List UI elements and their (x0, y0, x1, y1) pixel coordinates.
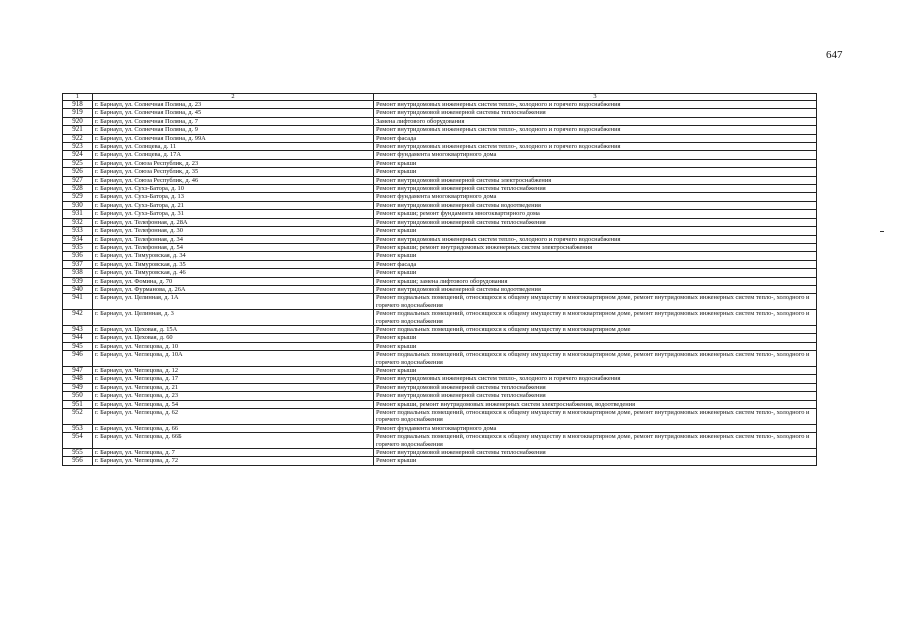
row-number: 927 (63, 176, 93, 184)
row-number: 954 (63, 433, 93, 449)
row-address: г. Барнаул, ул. Чеглецова, д. 54 (93, 400, 374, 408)
row-work-type: Ремонт подвальных помещений, относящихся к общему имуществу в многоквартирном доме, ремонт внутридомовых инженерных систем тепло-, холодного и горячего водоснабжения (374, 409, 817, 425)
row-address: г. Барнаул, ул. Солнечная Поляна, д. 23 (93, 101, 374, 109)
row-work-type: Ремонт внутридомовой инженерной системы теплоснабжения (374, 218, 817, 226)
row-work-type: Замена лифтового оборудования (374, 117, 817, 125)
table-row (63, 109, 817, 117)
table-row (63, 375, 817, 383)
table-row (63, 168, 817, 176)
row-address: г. Барнаул, ул. Фурманова, д. 26А (93, 285, 374, 293)
row-work-type: Ремонт внутридомовых инженерных систем тепло-, холодного и горячего водоснабжения (374, 101, 817, 109)
row-number: 945 (63, 342, 93, 350)
row-address: г. Барнаул, ул. Чеглецова, д. 66 (93, 424, 374, 432)
row-address: г. Барнаул, ул. Сухэ-Батора, д. 13 (93, 193, 374, 201)
table-row (63, 367, 817, 375)
row-work-type: Ремонт внутридомовой инженерной системы теплоснабжения (374, 392, 817, 400)
row-address: г. Барнаул, ул. Целинная, д. 3 (93, 310, 374, 326)
row-address: г. Барнаул, ул. Целинная, д. 1А (93, 294, 374, 310)
row-number: 949 (63, 383, 93, 391)
table-row (63, 101, 817, 109)
row-work-type: Ремонт крыши (374, 227, 817, 235)
row-address: г. Барнаул, ул. Чеглецова, д. 72 (93, 457, 374, 465)
row-work-type: Ремонт внутридомовой инженерной системы теплоснабжения (374, 185, 817, 193)
table-row (63, 383, 817, 391)
row-work-type: Ремонт подвальных помещений, относящихся к общему имуществу в многоквартирном доме, ремонт внутридомовых инженерных систем тепло-, холодного и горячего водоснабжения (374, 294, 817, 310)
row-number: 950 (63, 392, 93, 400)
row-number: 930 (63, 201, 93, 209)
row-address: г. Барнаул, ул. Чеглецова, д. 17 (93, 375, 374, 383)
row-address: г. Барнаул, ул. Солнечная Поляна, д. 9 (93, 126, 374, 134)
row-number: 923 (63, 143, 93, 151)
row-address: г. Барнаул, ул. Союза Республик, д. 35 (93, 168, 374, 176)
table-row (63, 126, 817, 134)
table-row (63, 201, 817, 209)
row-number: 935 (63, 243, 93, 251)
header-col-3: 3 (374, 94, 817, 101)
row-number: 922 (63, 134, 93, 142)
row-number: 951 (63, 400, 93, 408)
table-row (63, 409, 817, 425)
row-address: г. Барнаул, ул. Телефонная, д. 28А (93, 218, 374, 226)
row-number: 928 (63, 185, 93, 193)
row-work-type: Ремонт внутридомовых инженерных систем тепло-, холодного и горячего водоснабжения (374, 235, 817, 243)
table-row (63, 143, 817, 151)
row-number: 938 (63, 269, 93, 277)
table-row (63, 351, 817, 367)
table-row (63, 117, 817, 125)
row-work-type: Ремонт фасада (374, 260, 817, 268)
row-work-type: Ремонт крыши (374, 159, 817, 167)
row-address: г. Барнаул, ул. Чеглецова, д. 12 (93, 367, 374, 375)
table-row (63, 235, 817, 243)
row-address: г. Барнаул, ул. Чеглецова, д. 66Б (93, 433, 374, 449)
row-address: г. Барнаул, ул. Телефонная, д. 30 (93, 227, 374, 235)
row-number: 936 (63, 252, 93, 260)
row-address: г. Барнаул, ул. Тимуровская, д. 46 (93, 269, 374, 277)
row-number: 919 (63, 109, 93, 117)
row-work-type: Ремонт внутридомовой инженерной системы теплоснабжения (374, 383, 817, 391)
row-address: г. Барнаул, ул. Солнцева, д. 11 (93, 143, 374, 151)
row-number: 942 (63, 310, 93, 326)
row-address: г. Барнаул, ул. Чеглецова, д. 10А (93, 351, 374, 367)
row-address: г. Барнаул, ул. Телефонная, д. 54 (93, 243, 374, 251)
row-number: 940 (63, 285, 93, 293)
row-work-type: Ремонт подвальных помещений, относящихся к общему имуществу в многоквартирном доме, ремонт внутридомовых инженерных систем тепло-, холодного и горячего водоснабжения (374, 310, 817, 326)
row-work-type: Ремонт внутридомовой инженерной системы теплоснабжения (374, 109, 817, 117)
row-work-type: Ремонт фундамента многоквартирного дома (374, 151, 817, 159)
row-work-type: Ремонт внутридомовых инженерных систем тепло-, холодного и горячего водоснабжения (374, 143, 817, 151)
table-row (63, 294, 817, 310)
row-number: 955 (63, 449, 93, 457)
row-number: 937 (63, 260, 93, 268)
table-row (63, 285, 817, 293)
row-work-type: Ремонт крыши (374, 252, 817, 260)
table-row (63, 334, 817, 342)
row-number: 933 (63, 227, 93, 235)
row-number: 939 (63, 277, 93, 285)
row-work-type: Ремонт внутридомовых инженерных систем тепло-, холодного и горячего водоснабжения (374, 375, 817, 383)
table-row (63, 218, 817, 226)
row-address: г. Барнаул, ул. Телефонная, д. 34 (93, 235, 374, 243)
row-number: 924 (63, 151, 93, 159)
row-address: г. Барнаул, ул. Тимуровская, д. 34 (93, 252, 374, 260)
table-row (63, 227, 817, 235)
row-work-type: Ремонт фундамента многоквартирного дома (374, 424, 817, 432)
row-address: г. Барнаул, ул. Солнцева, д. 17А (93, 151, 374, 159)
row-address: г. Барнаул, ул. Фомина, д. 70 (93, 277, 374, 285)
table-row (63, 342, 817, 350)
row-address: г. Барнаул, ул. Чеглецова, д. 21 (93, 383, 374, 391)
row-work-type: Ремонт крыши (374, 342, 817, 350)
table-row (63, 325, 817, 333)
row-address: г. Барнаул, ул. Союза Республик, д. 23 (93, 159, 374, 167)
header-col-2: 2 (93, 94, 374, 101)
table-body (63, 101, 817, 466)
table-row (63, 457, 817, 465)
row-number: 920 (63, 117, 93, 125)
table-row (63, 243, 817, 251)
header-col-1: 1 (63, 94, 93, 101)
row-number: 926 (63, 168, 93, 176)
margin-mark (880, 231, 884, 232)
row-number: 932 (63, 218, 93, 226)
row-number: 946 (63, 351, 93, 367)
row-address: г. Барнаул, ул. Солнечная Поляна, д. 45 (93, 109, 374, 117)
table-row (63, 277, 817, 285)
table-row (63, 269, 817, 277)
row-work-type: Ремонт крыши; ремонт фундамента многоквартирного дома (374, 210, 817, 218)
table-row (63, 392, 817, 400)
row-work-type: Ремонт подвальных помещений, относящихся к общему имуществу в многоквартирном доме (374, 325, 817, 333)
page-number: 647 (826, 49, 843, 61)
table-row (63, 185, 817, 193)
row-work-type: Ремонт фасада (374, 134, 817, 142)
table-row (63, 176, 817, 184)
row-number: 944 (63, 334, 93, 342)
row-address: г. Барнаул, ул. Союза Республик, д. 46 (93, 176, 374, 184)
table-row (63, 310, 817, 326)
row-address: г. Барнаул, ул. Чеглецова, д. 7 (93, 449, 374, 457)
row-address: г. Барнаул, ул. Чеглецова, д. 62 (93, 409, 374, 425)
row-work-type: Ремонт крыши (374, 334, 817, 342)
row-address: г. Барнаул, ул. Сухэ-Батора, д. 31 (93, 210, 374, 218)
row-work-type: Ремонт крыши; замена лифтового оборудования (374, 277, 817, 285)
table-row (63, 449, 817, 457)
repair-registry-table (62, 93, 817, 466)
row-number: 956 (63, 457, 93, 465)
row-work-type: Ремонт крыши (374, 168, 817, 176)
row-address: г. Барнаул, ул. Чеглецова, д. 10 (93, 342, 374, 350)
row-work-type: Ремонт крыши; ремонт внутридомовых инженерных систем электроснабжения (374, 243, 817, 251)
row-address: г. Барнаул, ул. Солнечная Поляна, д. 7 (93, 117, 374, 125)
header-row (63, 94, 817, 101)
row-work-type: Ремонт внутридомовой инженерной системы электроснабжения (374, 176, 817, 184)
row-address: г. Барнаул, ул. Сухэ-Батора, д. 21 (93, 201, 374, 209)
table-row (63, 400, 817, 408)
row-number: 947 (63, 367, 93, 375)
row-work-type: Ремонт крыши (374, 367, 817, 375)
row-address: г. Барнаул, ул. Чеглецова, д. 23 (93, 392, 374, 400)
row-number: 929 (63, 193, 93, 201)
table-row (63, 260, 817, 268)
row-number: 918 (63, 101, 93, 109)
row-number: 925 (63, 159, 93, 167)
row-work-type: Ремонт внутридомовой инженерной системы теплоснабжения (374, 449, 817, 457)
table-row (63, 424, 817, 432)
row-number: 921 (63, 126, 93, 134)
row-work-type: Ремонт подвальных помещений, относящихся к общему имуществу в многоквартирном доме, ремонт внутридомовых инженерных систем тепло-, холодного и горячего водоснабжения (374, 351, 817, 367)
row-number: 953 (63, 424, 93, 432)
table-row (63, 134, 817, 142)
table-row (63, 193, 817, 201)
row-work-type: Ремонт внутридомовой инженерной системы водоотведения (374, 285, 817, 293)
row-address: г. Барнаул, ул. Цеховая, д. 15А (93, 325, 374, 333)
row-work-type: Ремонт крыши (374, 269, 817, 277)
row-work-type: Ремонт внутридомовой инженерной системы водоотведения (374, 201, 817, 209)
table-row (63, 151, 817, 159)
row-number: 934 (63, 235, 93, 243)
table-row (63, 159, 817, 167)
row-number: 948 (63, 375, 93, 383)
row-number: 931 (63, 210, 93, 218)
row-work-type: Ремонт внутридомовых инженерных систем тепло-, холодного и горячего водоснабжения (374, 126, 817, 134)
table-row (63, 252, 817, 260)
row-work-type: Ремонт крыши (374, 457, 817, 465)
table-row (63, 210, 817, 218)
row-address: г. Барнаул, ул. Тимуровская, д. 35 (93, 260, 374, 268)
row-work-type: Ремонт фундамента многоквартирного дома (374, 193, 817, 201)
row-address: г. Барнаул, ул. Сухэ-Батора, д. 10 (93, 185, 374, 193)
row-work-type: Ремонт подвальных помещений, относящихся к общему имуществу в многоквартирном доме, ремонт внутридомовых инженерных систем тепло-, холодного и горячего водоснабжения (374, 433, 817, 449)
row-number: 943 (63, 325, 93, 333)
row-address: г. Барнаул, ул. Цеховая, д. 60 (93, 334, 374, 342)
row-address: г. Барнаул, ул. Солнечная Поляна, д. 99А (93, 134, 374, 142)
row-number: 952 (63, 409, 93, 425)
row-work-type: Ремонт крыши, ремонт внутридомовых инженерных систем электроснабжения, водоотведения (374, 400, 817, 408)
row-number: 941 (63, 294, 93, 310)
table-header (63, 94, 817, 101)
table-row (63, 433, 817, 449)
